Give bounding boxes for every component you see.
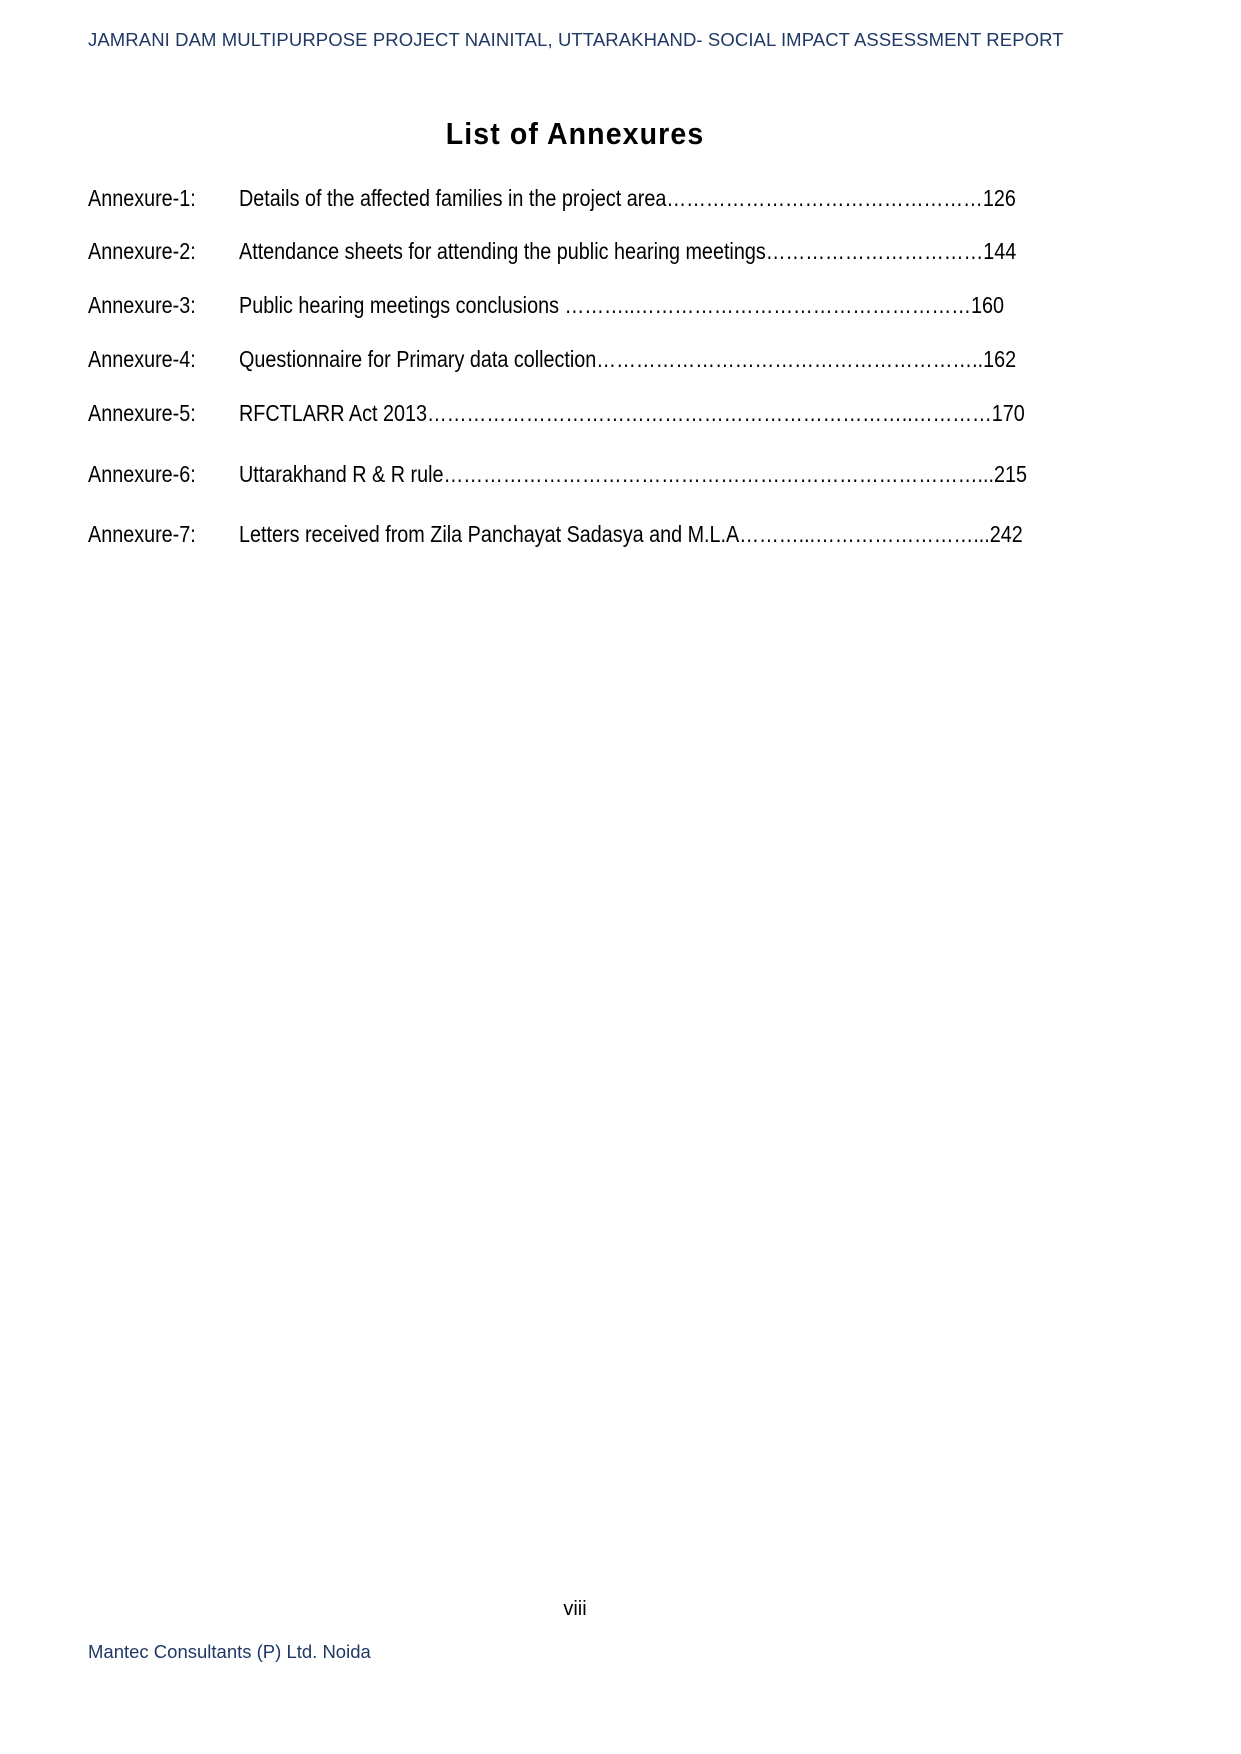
annexure-entry: Public hearing meetings conclusions ………..……………………………………………160 <box>239 292 1005 318</box>
annexure-entry: Details of the affected families in the project area…………………………………………126 <box>239 185 1016 211</box>
annexure-row-3[interactable] <box>88 292 1088 324</box>
annexure-row-7[interactable] <box>88 521 1088 553</box>
annexure-label: Annexure-7: <box>88 521 196 547</box>
annexure-entry: Letters received from Zila Panchayat Sadasya and M.L.A………...……………………...242 <box>239 521 1023 547</box>
annexure-label: Annexure-1: <box>88 185 196 211</box>
running-header: JAMRANI DAM MULTIPURPOSE PROJECT NAINITAL, UTTARAKHAND- SOCIAL IMPACT ASSESSMENT REPORT <box>88 29 1064 50</box>
annexure-row-4[interactable] <box>88 346 1088 378</box>
annexure-label: Annexure-4: <box>88 346 196 372</box>
annexure-label: Annexure-6: <box>88 461 196 487</box>
annexure-row-2[interactable] <box>88 238 1088 270</box>
annexure-label: Annexure-2: <box>88 238 196 264</box>
running-footer: Mantec Consultants (P) Ltd. Noida <box>88 1641 371 1662</box>
annexure-entry: Questionnaire for Primary data collection…………………………………………………..162 <box>239 346 1017 372</box>
annexure-row-1[interactable] <box>88 185 1088 217</box>
annexure-row-6[interactable] <box>88 461 1088 493</box>
annexure-label: Annexure-5: <box>88 400 196 426</box>
annexure-row-5[interactable] <box>88 400 1088 432</box>
annexure-entry: RFCTLARR Act 2013………………………………………………………………..…………170 <box>239 400 1025 426</box>
page-number: viii <box>563 1598 587 1620</box>
annexure-entry: Uttarakhand R & R rule………………………………………………………………………...215 <box>239 461 1028 487</box>
annexure-label: Annexure-3: <box>88 292 196 318</box>
page-title: List of Annexures <box>445 116 705 151</box>
annexure-entry: Attendance sheets for attending the public hearing meetings……………………………144 <box>239 238 1017 264</box>
